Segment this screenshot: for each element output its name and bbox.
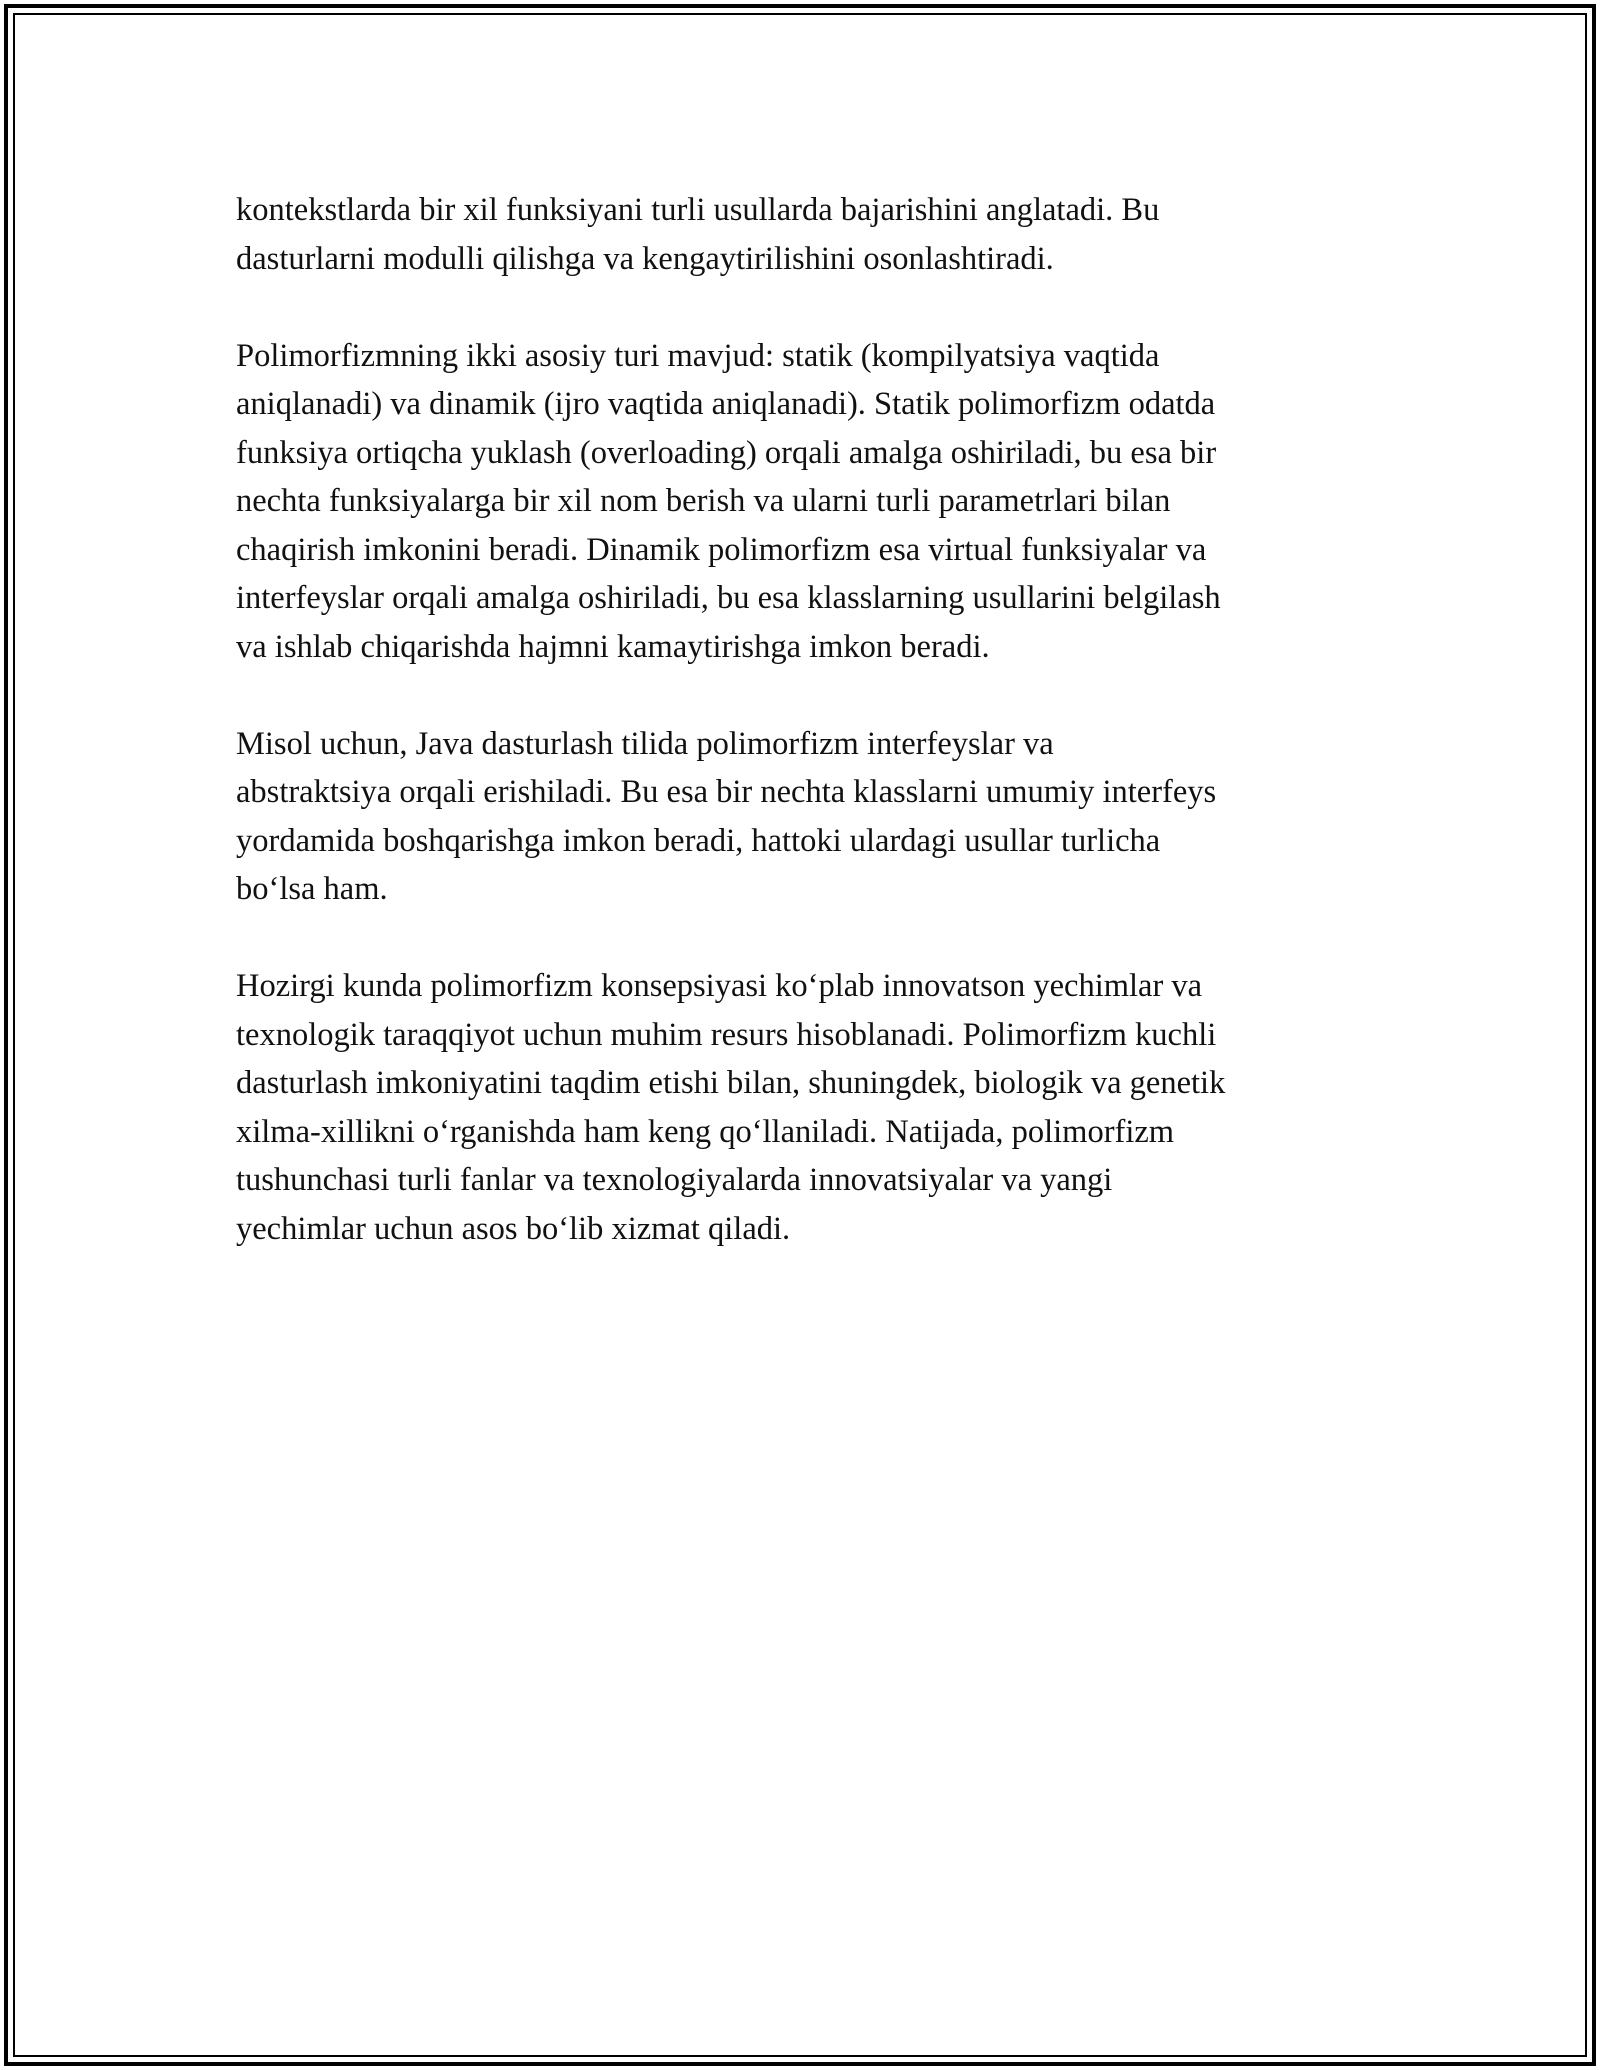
paragraph-3: Misol uchun, Java dasturlash tilida polimorfizm interfeyslar va abstraktsiya orqali erishiladi. Bu esa bir nechta klasslarni umumiy interfeys yordamida boshqarishga imkon beradi, hattoki ulardagi usullar turlicha bo‘lsa ham. xyxy=(236,725,1217,907)
paragraph-2: Polimorfizmning ikki asosiy turi mavjud: statik (kompilyatsiya vaqtida aniqlanadi) va dinamik (ijro vaqtida aniqlanadi). Statik polimorfizm odatda funksiya ortiqcha yuklash (overloading) orqali amalga oshiriladi, bu esa bir nechta funksiyalarga bir xil nom berish va ularni turli parametrlari bilan chaqirish imkonini beradi. Dinamik polimorfizm esa virtual funksiyalar va interfeyslar orqali amalga oshiriladi, bu esa klasslarning usullarini belgilash va ishlab chiqarishda hajmni kamaytirishga imkon beradi. xyxy=(236,337,1221,665)
document-body xyxy=(236,186,1366,1253)
paragraph-spacer xyxy=(236,914,1366,963)
paragraph-4: Hozirgi kunda polimorfizm konsepsiyasi ko‘plab innovatson yechimlar va texnologik taraqqiyot uchun muhim resurs hisoblanadi. Polimorfizm kuchli dasturlash imkoniyatini taqdim etishi bilan, shuningdek, biologik va genetik xilma-xillikni o‘rganishda ham keng qo‘llaniladi. Natijada, polimorfizm tushunchasi turli fanlar va texnologiyalarda innovatsiyalar va yangi yechimlar uchun asos bo‘lib xizmat qiladi. xyxy=(236,968,1226,1247)
paragraph-spacer xyxy=(236,671,1366,720)
paragraph-1: kontekstlarda bir xil funksiyani turli usullarda bajarishini anglatadi. Bu dasturlarni modulli qilishga va kengaytirilishini osonlashtiradi. xyxy=(236,192,1160,277)
paragraph-spacer xyxy=(236,283,1366,332)
